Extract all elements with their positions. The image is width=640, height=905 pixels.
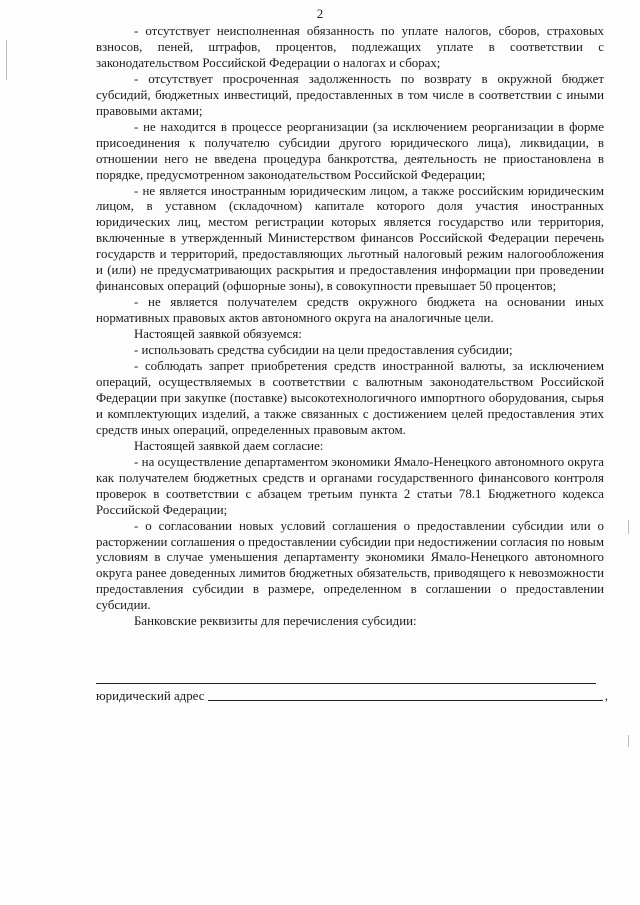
heading-obligations: Настоящей заявкой обязуемся: xyxy=(134,327,302,342)
paragraph-consent-audit: - на осуществление департаментом экономики Ямало-Ненецкого автономного округа как получателем бюджетных средств и органами государственного финансового контроля проверок в соответствии с абзацем третьим пункта 2 статьи 78.1 Бюджетного кодекса Российской Федерации; xyxy=(96,454,604,517)
scan-artifact-right-bottom xyxy=(628,735,629,747)
paragraph-no-reorganization: - не находится в процессе реорганизации (за исключением реорганизации в форме присоединения к получателю субсидии другого юридического лица), ликвидации, в отношении него не введена процедура банкротства, деятельность не приостановлена в порядке, предусмотренном законодательством Российской Федерации; xyxy=(96,119,604,182)
paragraph-currency-ban: - соблюдать запрет приобретения средств иностранной валюты, за исключением операций, осуществляемых в соответствии с валютным законодательством Российской Федерации при закупке (поставке) высокотехнологичного импортного оборудования, сырья и комплектующих изделий, а также связанных с достижением целей предоставления этих средств иных операций, определенных правовым актом. xyxy=(96,359,604,437)
bank-details-blank-line xyxy=(96,683,596,684)
paragraph-not-foreign-entity: - не является иностранным юридическим лицом, а также российским юридическим лицом, в уставном (складочном) капитале которого доля участия иностранных юридических лиц, местом регистрации которых является государство или территория, включенные в утвержденный Министерством финансов Российской Федерации перечень государств и территорий, предоставляющих льготный налоговый режим налогообложения и (или) не предусматривающих раскрытия и предоставления информации при проведении финансовых операций (офшорные зоны), в совокупности превышает 50 процентов; xyxy=(96,183,604,294)
page-number: 2 xyxy=(316,6,324,21)
document-body xyxy=(96,24,604,630)
scan-artifact-right-top xyxy=(628,520,629,534)
paragraph-consent-agreement: - о согласовании новых условий соглашения о предоставлении субсидии или о расторжении соглашения о предоставлении субсидии при недостижении согласия по новым условиям в случае уменьшения департаменту экономики Ямало-Ненецкого автономного округа ранее доведенных лимитов бюджетных обязательств, приводящего к невозможности предоставления субсидии в размере, определенном в соглашении о предоставлении субсидии. xyxy=(96,518,604,613)
heading-consent: Настоящей заявкой даем согласие: xyxy=(134,438,324,453)
paragraph-not-other-recipient: - не является получателем средств окружного бюджета на основании иных нормативных правовых актов автономного округа на аналогичные цели. xyxy=(96,295,604,326)
paragraph-no-overdue-debt: - отсутствует просроченная задолженность по возврату в окружной бюджет субсидий, бюджетных инвестиций, предоставленных в том числе в соответствии с иными правовыми актами; xyxy=(96,71,604,118)
paragraph-no-tax-debt: - отсутствует неисполненная обязанность по уплате налогов, сборов, страховых взносов, пеней, штрафов, процентов, подлежащих уплате в соответствии с законодательством Российской Федерации о налогах и сборах; xyxy=(96,24,604,70)
legal-address-comma: , xyxy=(604,689,608,703)
heading-bank-details: Банковские реквизиты для перечисления субсидии: xyxy=(134,614,417,629)
legal-address-row xyxy=(96,686,608,704)
scan-artifact-left xyxy=(6,40,7,80)
paragraph-use-subsidy: - использовать средства субсидии на цели предоставления субсидии; xyxy=(134,343,513,358)
legal-address-label: юридический адрес xyxy=(96,689,205,703)
legal-address-blank-line xyxy=(208,699,602,701)
